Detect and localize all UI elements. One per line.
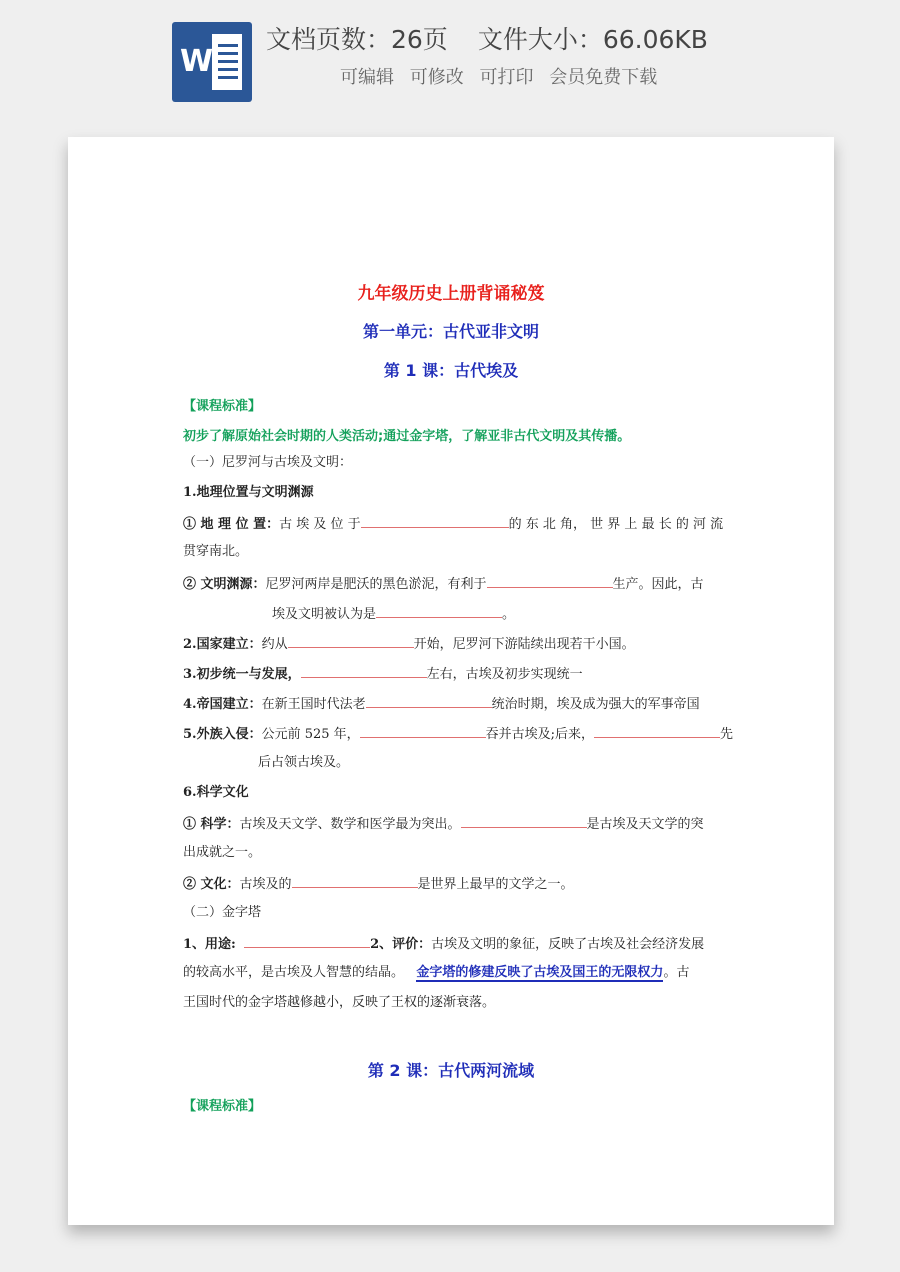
s6b-line <box>183 873 574 895</box>
eval-line2-pre: 的较高水平，是古埃及人智慧的结晶。 <box>183 965 405 980</box>
s1a-pre: 古 埃 及 位 于 <box>279 517 361 532</box>
lesson2-heading: 第 2 课：古代两河流域 <box>367 1061 535 1080</box>
course-standard-label-2: 【课程标准】 <box>183 1099 262 1114</box>
s2-post: 开始，尼罗河下游陆续出现若干小国。 <box>413 637 635 652</box>
pyramid-line3: 王国时代的金字塔越修越小，反映了王权的逐渐衰落。 <box>183 995 496 1010</box>
s2-label: 2.国家建立： <box>183 637 262 652</box>
blank-field[interactable] <box>361 513 509 528</box>
s6a-post: 是古埃及天文学的突 <box>586 817 704 832</box>
pyramid-use-line <box>183 933 704 955</box>
document-page <box>68 137 834 1225</box>
s5-label: 5.外族入侵： <box>183 727 262 742</box>
doc-lines-icon <box>212 34 242 90</box>
s6a-label: ① 科学： <box>183 817 240 832</box>
blank-field[interactable] <box>360 723 486 738</box>
s3-post: 左右，古埃及初步实现统一 <box>426 667 583 682</box>
s5-line <box>183 723 733 745</box>
s4-label: 4.帝国建立： <box>183 697 262 712</box>
unit-heading: 第一单元：古代亚非文明 <box>362 322 539 341</box>
blank-field[interactable] <box>288 633 414 648</box>
blank-field[interactable] <box>366 693 492 708</box>
page-count: 文档页数：26页 <box>266 25 448 54</box>
course-standard-label: 【课程标准】 <box>183 399 262 414</box>
eval-text: 古埃及文明的象征，反映了古埃及社会经济发展 <box>431 937 705 952</box>
pyramid-line2 <box>183 963 689 983</box>
banner-title <box>266 22 708 58</box>
s1b-line2 <box>272 603 515 625</box>
word-document-icon <box>172 22 252 102</box>
blank-field[interactable] <box>244 933 370 948</box>
word-letter: W <box>180 44 214 79</box>
s1b-pre: 尼罗河两岸是肥沃的黑色淤泥，有利于 <box>265 577 487 592</box>
blank-field[interactable] <box>292 873 418 888</box>
lesson1-heading: 第 1 课：古代埃及 <box>383 361 519 380</box>
s1b-line2-pre: 埃及文明被认为是 <box>272 607 377 622</box>
s6b-post: 是世界上最早的文学之一。 <box>417 877 574 892</box>
s3-line <box>183 663 583 685</box>
blank-field[interactable] <box>487 573 613 588</box>
doc-title: 九年级历史上册背诵秘笈 <box>357 284 545 304</box>
use-label: 1、用途: <box>183 937 236 952</box>
eval-line2-post: 。古 <box>663 965 690 980</box>
feature-printable: 可打印 <box>479 67 534 88</box>
s6a-line <box>183 813 704 835</box>
blank-field[interactable] <box>461 813 587 828</box>
blank-field[interactable] <box>376 603 502 618</box>
s3-label: 3.初步统一与发展， <box>183 667 301 682</box>
s6b-label: ② 文化： <box>183 877 240 892</box>
feature-member-download: 会员免费下载 <box>549 67 658 88</box>
s4-line <box>183 693 700 715</box>
s1b-line2-post: 。 <box>502 607 516 622</box>
blank-field[interactable] <box>594 723 720 738</box>
s2-pre: 约从 <box>261 637 288 652</box>
s2-line <box>183 633 635 655</box>
course-standard-text: 初步了解原始社会时期的人类活动;通过金字塔，了解亚非古代文明及其传播。 <box>183 429 631 444</box>
s1b-post: 生产。因此，古 <box>612 577 704 592</box>
section1-heading: （一）尼罗河与古埃及文明： <box>183 455 353 470</box>
emphasis-text: 金字塔的修建反映了古埃及国王的无限权力 <box>416 965 664 980</box>
s5-mid: 吞并古埃及;后来， <box>485 727 595 742</box>
s6a-line2: 出成就之一。 <box>183 845 262 860</box>
section2-heading: （二）金字塔 <box>183 905 262 920</box>
header-banner <box>0 0 900 120</box>
feature-editable: 可编辑 <box>340 67 394 88</box>
s4-post: 统治时期，埃及成为强大的军事帝国 <box>491 697 700 712</box>
s1a-line2: 贯穿南北。 <box>183 544 249 559</box>
s1a-post: 的 东 北 角， 世 界 上 最 长 的 河 流 <box>508 517 724 532</box>
s1a-line <box>183 513 723 535</box>
s1b-label: ② 文明渊源： <box>183 577 266 592</box>
s1b-line <box>183 573 704 595</box>
s6b-pre: 古埃及的 <box>239 877 292 892</box>
blank-field[interactable] <box>301 663 427 678</box>
s1-title: 1.地理位置与文明渊源 <box>183 485 314 500</box>
s5-line2: 后占领古埃及。 <box>258 755 350 770</box>
s4-pre: 在新王国时代法老 <box>261 697 366 712</box>
s6-title: 6.科学文化 <box>183 785 249 800</box>
file-size: 文件大小：66.06KB <box>477 25 708 54</box>
s5-pre: 公元前 525 年， <box>261 727 360 742</box>
s1a-label: ① 地 理 位 置： <box>183 517 280 532</box>
s5-post: 先 <box>720 727 734 742</box>
s6a-pre: 古埃及天文学、数学和医学最为突出。 <box>239 817 461 832</box>
eval-label: 2、评价： <box>370 937 432 952</box>
banner-features <box>340 64 667 92</box>
feature-modifiable: 可修改 <box>409 67 464 88</box>
